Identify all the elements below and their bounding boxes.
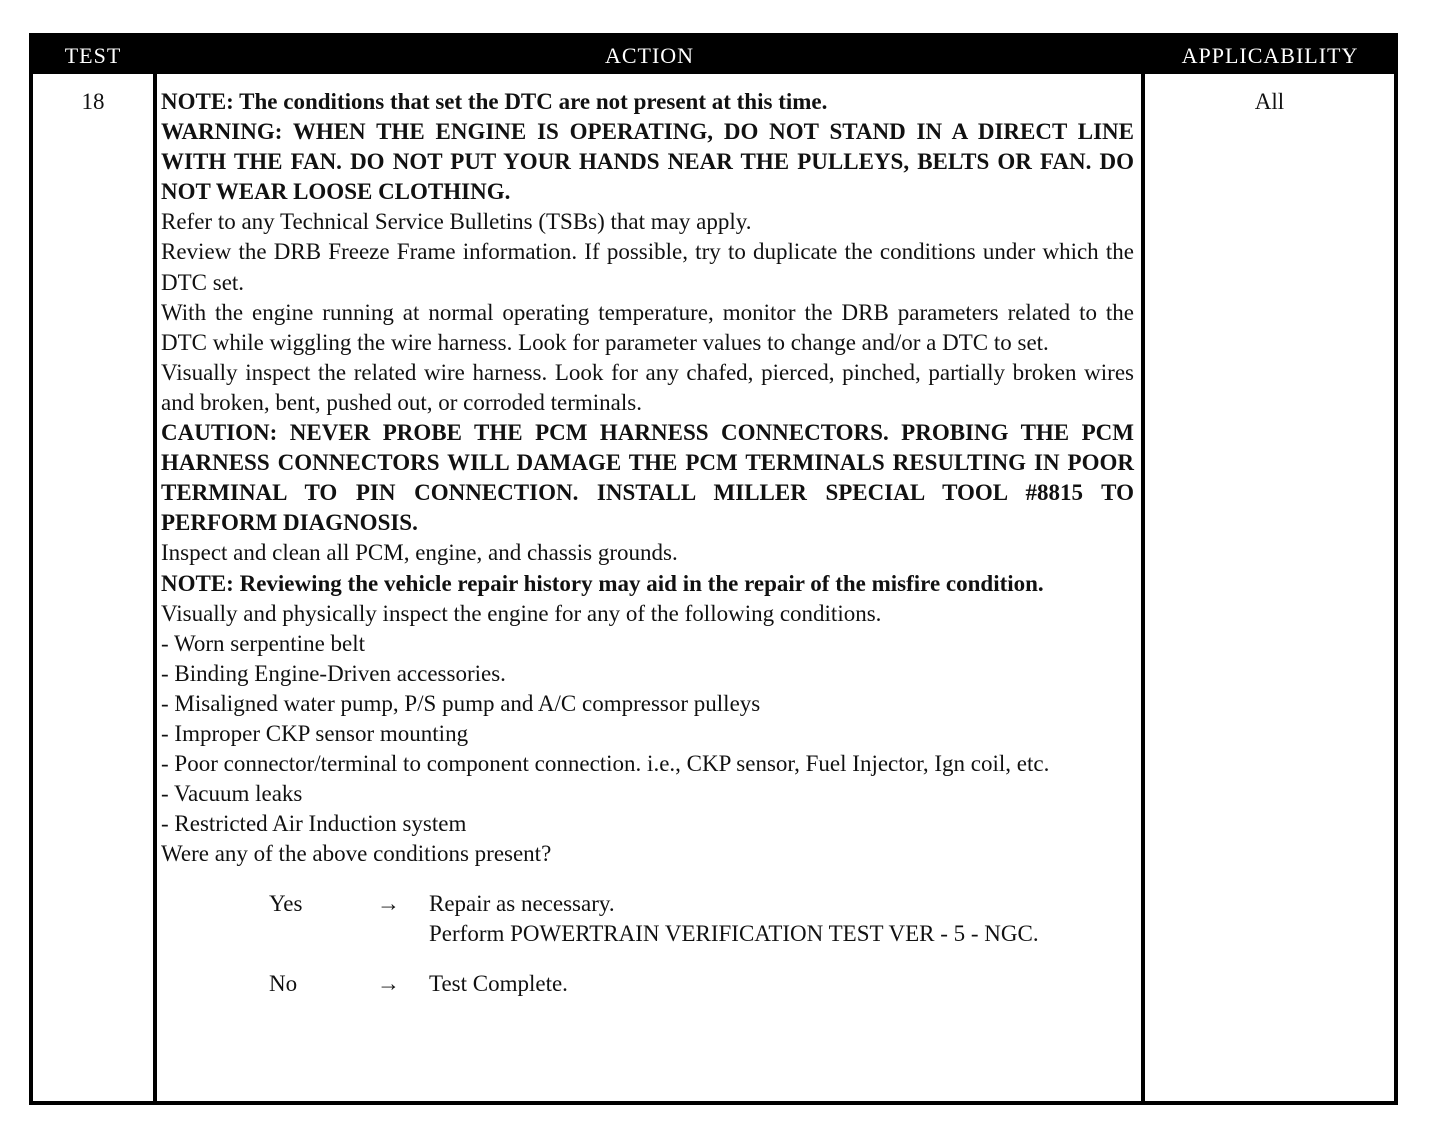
table-header (33, 37, 1394, 74)
action-list-item: - Misaligned water pump, P/S pump and A/C compressor pulleys (161, 690, 761, 716)
result-no (161, 969, 1134, 999)
result-no-label: No (269, 971, 298, 997)
action-paragraph: With the engine running at normal operating temperature, monitor the DRB parameters related to the DTC while wiggling the wire harness. Look for parameter values to change and/or a DTC to set. (161, 299, 1134, 355)
result-no-text (429, 969, 1134, 999)
action-paragraph: WARNING: WHEN THE ENGINE IS OPERATING, DO NOT STAND IN A DIRECT LINE WITH THE FAN. DO NOT PUT YOUR HANDS NEAR THE PULLEYS, BELTS OR FAN. DO NOT WEAR LOOSE CLOTHING. (161, 119, 1134, 205)
action-list-item: - Binding Engine-Driven accessories. (161, 660, 506, 686)
action-paragraph: Review the DRB Freeze Frame information. If possible, try to duplicate the conditions under which the DTC set. (161, 239, 1134, 295)
column-divider (1141, 74, 1145, 1101)
test-number: 18 (81, 89, 105, 114)
action-list-item: - Vacuum leaks (161, 781, 303, 807)
diagnostic-table (29, 33, 1398, 1105)
action-question: Were any of the above conditions present? (161, 841, 552, 867)
action-list-item: - Poor connector/terminal to component connection. i.e., CKP sensor, Fuel Injector, Ign coil, etc. (161, 751, 1050, 777)
arrow-right-icon: → (377, 891, 400, 917)
action-list-item: - Improper CKP sensor mounting (161, 720, 469, 746)
action-paragraph: CAUTION: NEVER PROBE THE PCM HARNESS CONNECTORS. PROBING THE PCM HARNESS CONNECTORS WILL DAMAGE THE PCM TERMINALS RESULTING IN POOR TERMINAL TO PIN CONNECTION. INSTALL MILLER SPECIAL TOOL #8815 TO PERFORM DIAGNOSIS. (161, 420, 1134, 536)
arrow-right-icon: → (377, 971, 400, 997)
applicability-value: All (1254, 89, 1285, 114)
header-test: TEST (64, 43, 122, 68)
action-paragraph: Visually and physically inspect the engine for any of the following conditions. (161, 600, 882, 626)
action-paragraph: NOTE: Reviewing the vehicle repair history may aid in the repair of the misfire condition. (161, 570, 1044, 596)
result-yes-text (429, 889, 1134, 949)
header-applicability: APPLICABILITY (1181, 43, 1359, 68)
action-list-item: - Restricted Air Induction system (161, 811, 467, 837)
header-action: ACTION (604, 43, 695, 68)
result-yes-line2: Perform POWERTRAIN VERIFICATION TEST VER - 5 - NGC. (429, 921, 1039, 947)
action-paragraph: Inspect and clean all PCM, engine, and chassis grounds. (161, 540, 678, 566)
result-yes-line1: Repair as necessary. (429, 891, 615, 917)
result-yes-label: Yes (269, 891, 303, 917)
action-cell (161, 87, 1134, 999)
action-paragraph: Visually inspect the related wire harness. Look for any chafed, pierced, pinched, partially broken wires and broken, bent, pushed out, or corroded terminals. (161, 359, 1134, 415)
action-list-item: - Worn serpentine belt (161, 630, 366, 656)
results (161, 889, 1134, 999)
result-no-line1: Test Complete. (429, 971, 568, 997)
action-paragraphs (161, 87, 1134, 869)
column-divider (153, 74, 157, 1101)
action-paragraph: NOTE: The conditions that set the DTC are not present at this time. (161, 89, 828, 114)
result-yes (161, 889, 1134, 949)
action-paragraph: Refer to any Technical Service Bulletins (TSBs) that may apply. (161, 209, 752, 235)
